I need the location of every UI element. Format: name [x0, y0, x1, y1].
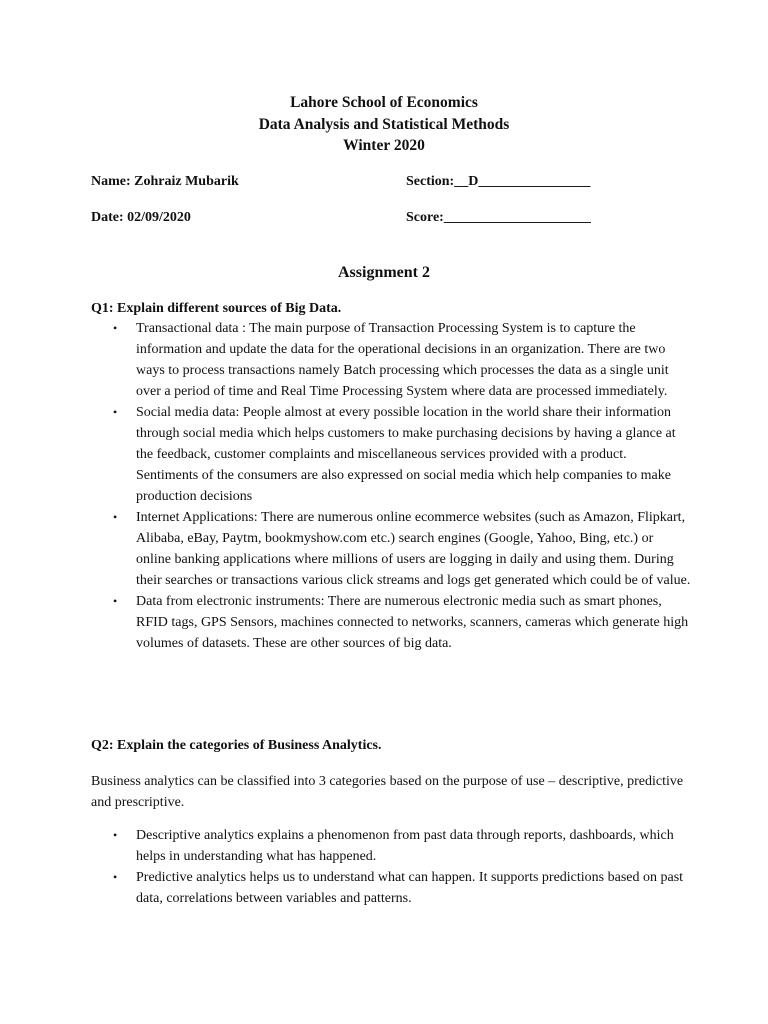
- bullet-icon: •: [113, 594, 118, 608]
- bullet-icon: •: [113, 828, 118, 842]
- q1-list: [91, 318, 691, 654]
- list-item: • Social media data: People almost at every possible location in the world share their information through social media which helps customers to make purchasing decisions by having a glance at the feedback, customer complaints and miscellaneous services provided with a product. Sentiments of the consumers are also expressed on social media which help companies to make production decisions: [91, 402, 691, 507]
- list-item: • Data from electronic instruments: There are numerous electronic media such as smart phones, RFID tags, GPS Sensors, machines connected to networks, scanners, cameras which generate high volumes of datasets. These are other sources of big data.: [91, 591, 691, 654]
- list-item: • Descriptive analytics explains a phenomenon from past data through reports, dashboards, which helps in understanding what has happened.: [91, 825, 691, 867]
- bullet-icon: •: [113, 405, 118, 419]
- list-item: • Transactional data : The main purpose of Transaction Processing System is to capture the information and update the data for the operational decisions in an organization. There are two ways to process transactions namely Batch processing which processes the data as a single unit over a period of time and Real Time Processing System where data are processed immediately.: [91, 318, 691, 402]
- list-item: • Internet Applications: There are numerous online ecommerce websites (such as Amazon, Flipkart, Alibaba, eBay, Paytm, bookmyshow.com etc.) search engines (Google, Yahoo, Bing, etc.) or online banking applications where millions of users are logging in daily and using them. During their searches or transactions various click streams and logs get generated which could be of value.: [91, 507, 691, 591]
- bullet-icon: •: [113, 870, 118, 884]
- name-field: Name: Zohraiz Mubarik: [91, 174, 239, 189]
- section-field: Section:__D________________: [406, 174, 591, 189]
- term-title: Winter 2020: [343, 137, 425, 154]
- bullet-icon: •: [113, 510, 118, 524]
- date-field: Date: 02/09/2020: [91, 210, 191, 225]
- q2-intro: Business analytics can be classified into 3 categories based on the purpose of use – descriptive, predictive and prescriptive.: [91, 774, 684, 810]
- score-field: Score:_____________________: [406, 210, 591, 225]
- bullet-icon: •: [113, 321, 118, 335]
- q1-heading: Q1: Explain different sources of Big Data.: [91, 301, 342, 316]
- q2-list: [91, 825, 691, 909]
- course-title: Data Analysis and Statistical Methods: [258, 116, 510, 133]
- list-item: • Predictive analytics helps us to understand what can happen. It supports predictions based on past data, correlations between variables and patterns.: [91, 867, 691, 909]
- school-title: Lahore School of Economics: [290, 94, 478, 111]
- q2-heading: Q2: Explain the categories of Business Analytics.: [91, 738, 382, 753]
- assignment-title: Assignment 2: [337, 264, 430, 281]
